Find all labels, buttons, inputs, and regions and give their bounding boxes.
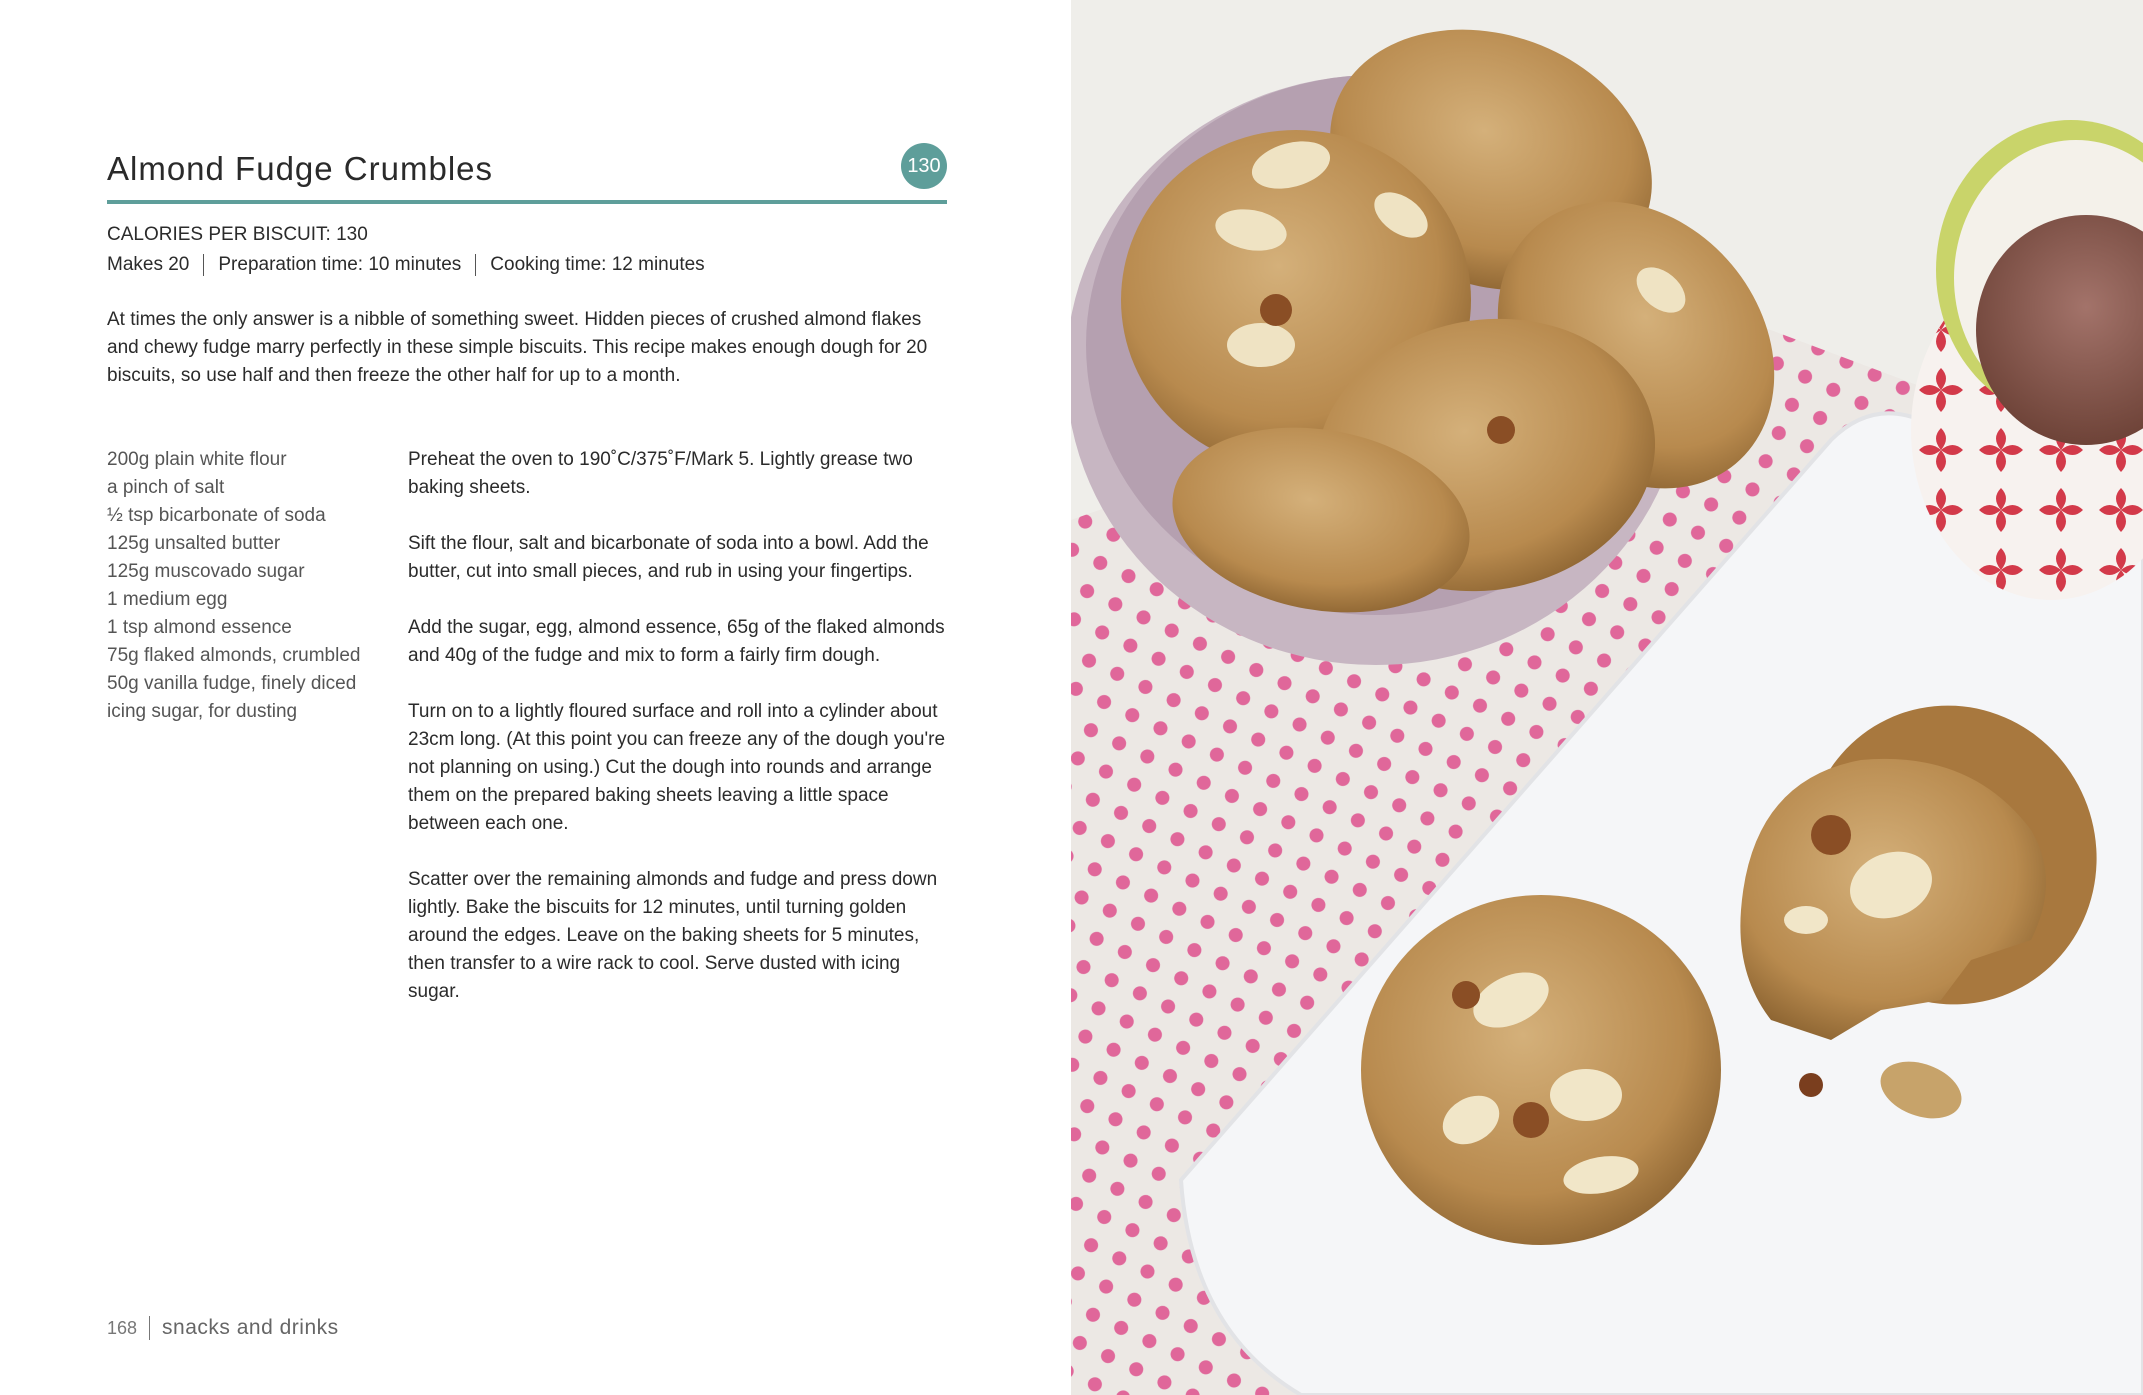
- method-step: Scatter over the remaining almonds and fudge and press down lightly. Bake the biscuits for 12 minutes, until turning golden around the edges. Leave on the baking sheets for 5 minutes, then transfer to a wire rack to cool. Serve dusted with icing sugar.: [408, 869, 938, 1002]
- method-step: Add the sugar, egg, almond essence, 65g of the flaked almonds and 40g of the fudge and mix to form a fairly firm dough.: [408, 617, 945, 666]
- biscuit-front: [1361, 895, 1721, 1245]
- calories-line: CALORIES PER BISCUIT: 130: [107, 224, 368, 245]
- ingredient-item: ½ tsp bicarbonate of soda: [107, 505, 326, 526]
- method-step: Sift the flour, salt and bicarbonate of soda into a bowl. Add the butter, cut into small pieces, and rub in using your fingertips.: [408, 533, 929, 582]
- makes-text: Makes 20: [107, 254, 190, 275]
- ingredient-item: 125g unsalted butter: [107, 533, 281, 554]
- method-step: Turn on to a lightly floured surface and roll into a cylinder about 23cm long. (At this point you can freeze any of the dough you're not planning on using.) Cut the dough into rounds and arrange them on the prepared baking sheets leaving a little space between each one.: [408, 701, 946, 834]
- ingredient-item: 50g vanilla fudge, finely diced: [107, 673, 357, 694]
- page-number: 168: [107, 1317, 138, 1338]
- meta-separator: [203, 254, 204, 276]
- ingredient-item: icing sugar, for dusting: [107, 701, 298, 722]
- ingredients-list: [107, 446, 367, 726]
- calorie-badge: 130: [901, 143, 947, 189]
- ingredient-item: 200g plain white flour: [107, 449, 287, 470]
- ingredient-item: 1 medium egg: [107, 589, 228, 610]
- section-name: snacks and drinks: [162, 1316, 339, 1339]
- method-step: Preheat the oven to 190˚C/375˚F/Mark 5. Lightly grease two baking sheets.: [408, 449, 913, 498]
- ingredient-item: 1 tsp almond essence: [107, 617, 292, 638]
- title-divider: [107, 200, 947, 204]
- recipe-page: [0, 0, 1071, 1395]
- ingredient-item: a pinch of salt: [107, 477, 225, 498]
- method-steps: [408, 446, 953, 1034]
- cook-time-text: Cooking time: 12 minutes: [490, 254, 705, 275]
- footer-separator: [149, 1316, 150, 1340]
- recipe-title: Almond Fudge Crumbles: [107, 150, 493, 187]
- recipe-photo: [1071, 0, 2143, 1395]
- meta-separator: [475, 254, 476, 276]
- ingredient-item: 75g flaked almonds, crumbled: [107, 645, 361, 666]
- recipe-intro: At times the only answer is a nibble of something sweet. Hidden pieces of crushed almond flakes and chewy fudge marry perfectly in these simple biscuits. This recipe makes enough dough for 20 biscuits, so use half and then freeze the other half for up to a month.: [107, 309, 928, 386]
- biscuits-photo-illustration: [1071, 0, 2143, 1395]
- prep-time-text: Preparation time: 10 minutes: [218, 254, 462, 275]
- recipe-meta: [107, 254, 705, 276]
- page-footer: [107, 1316, 339, 1340]
- ingredient-item: 125g muscovado sugar: [107, 561, 305, 582]
